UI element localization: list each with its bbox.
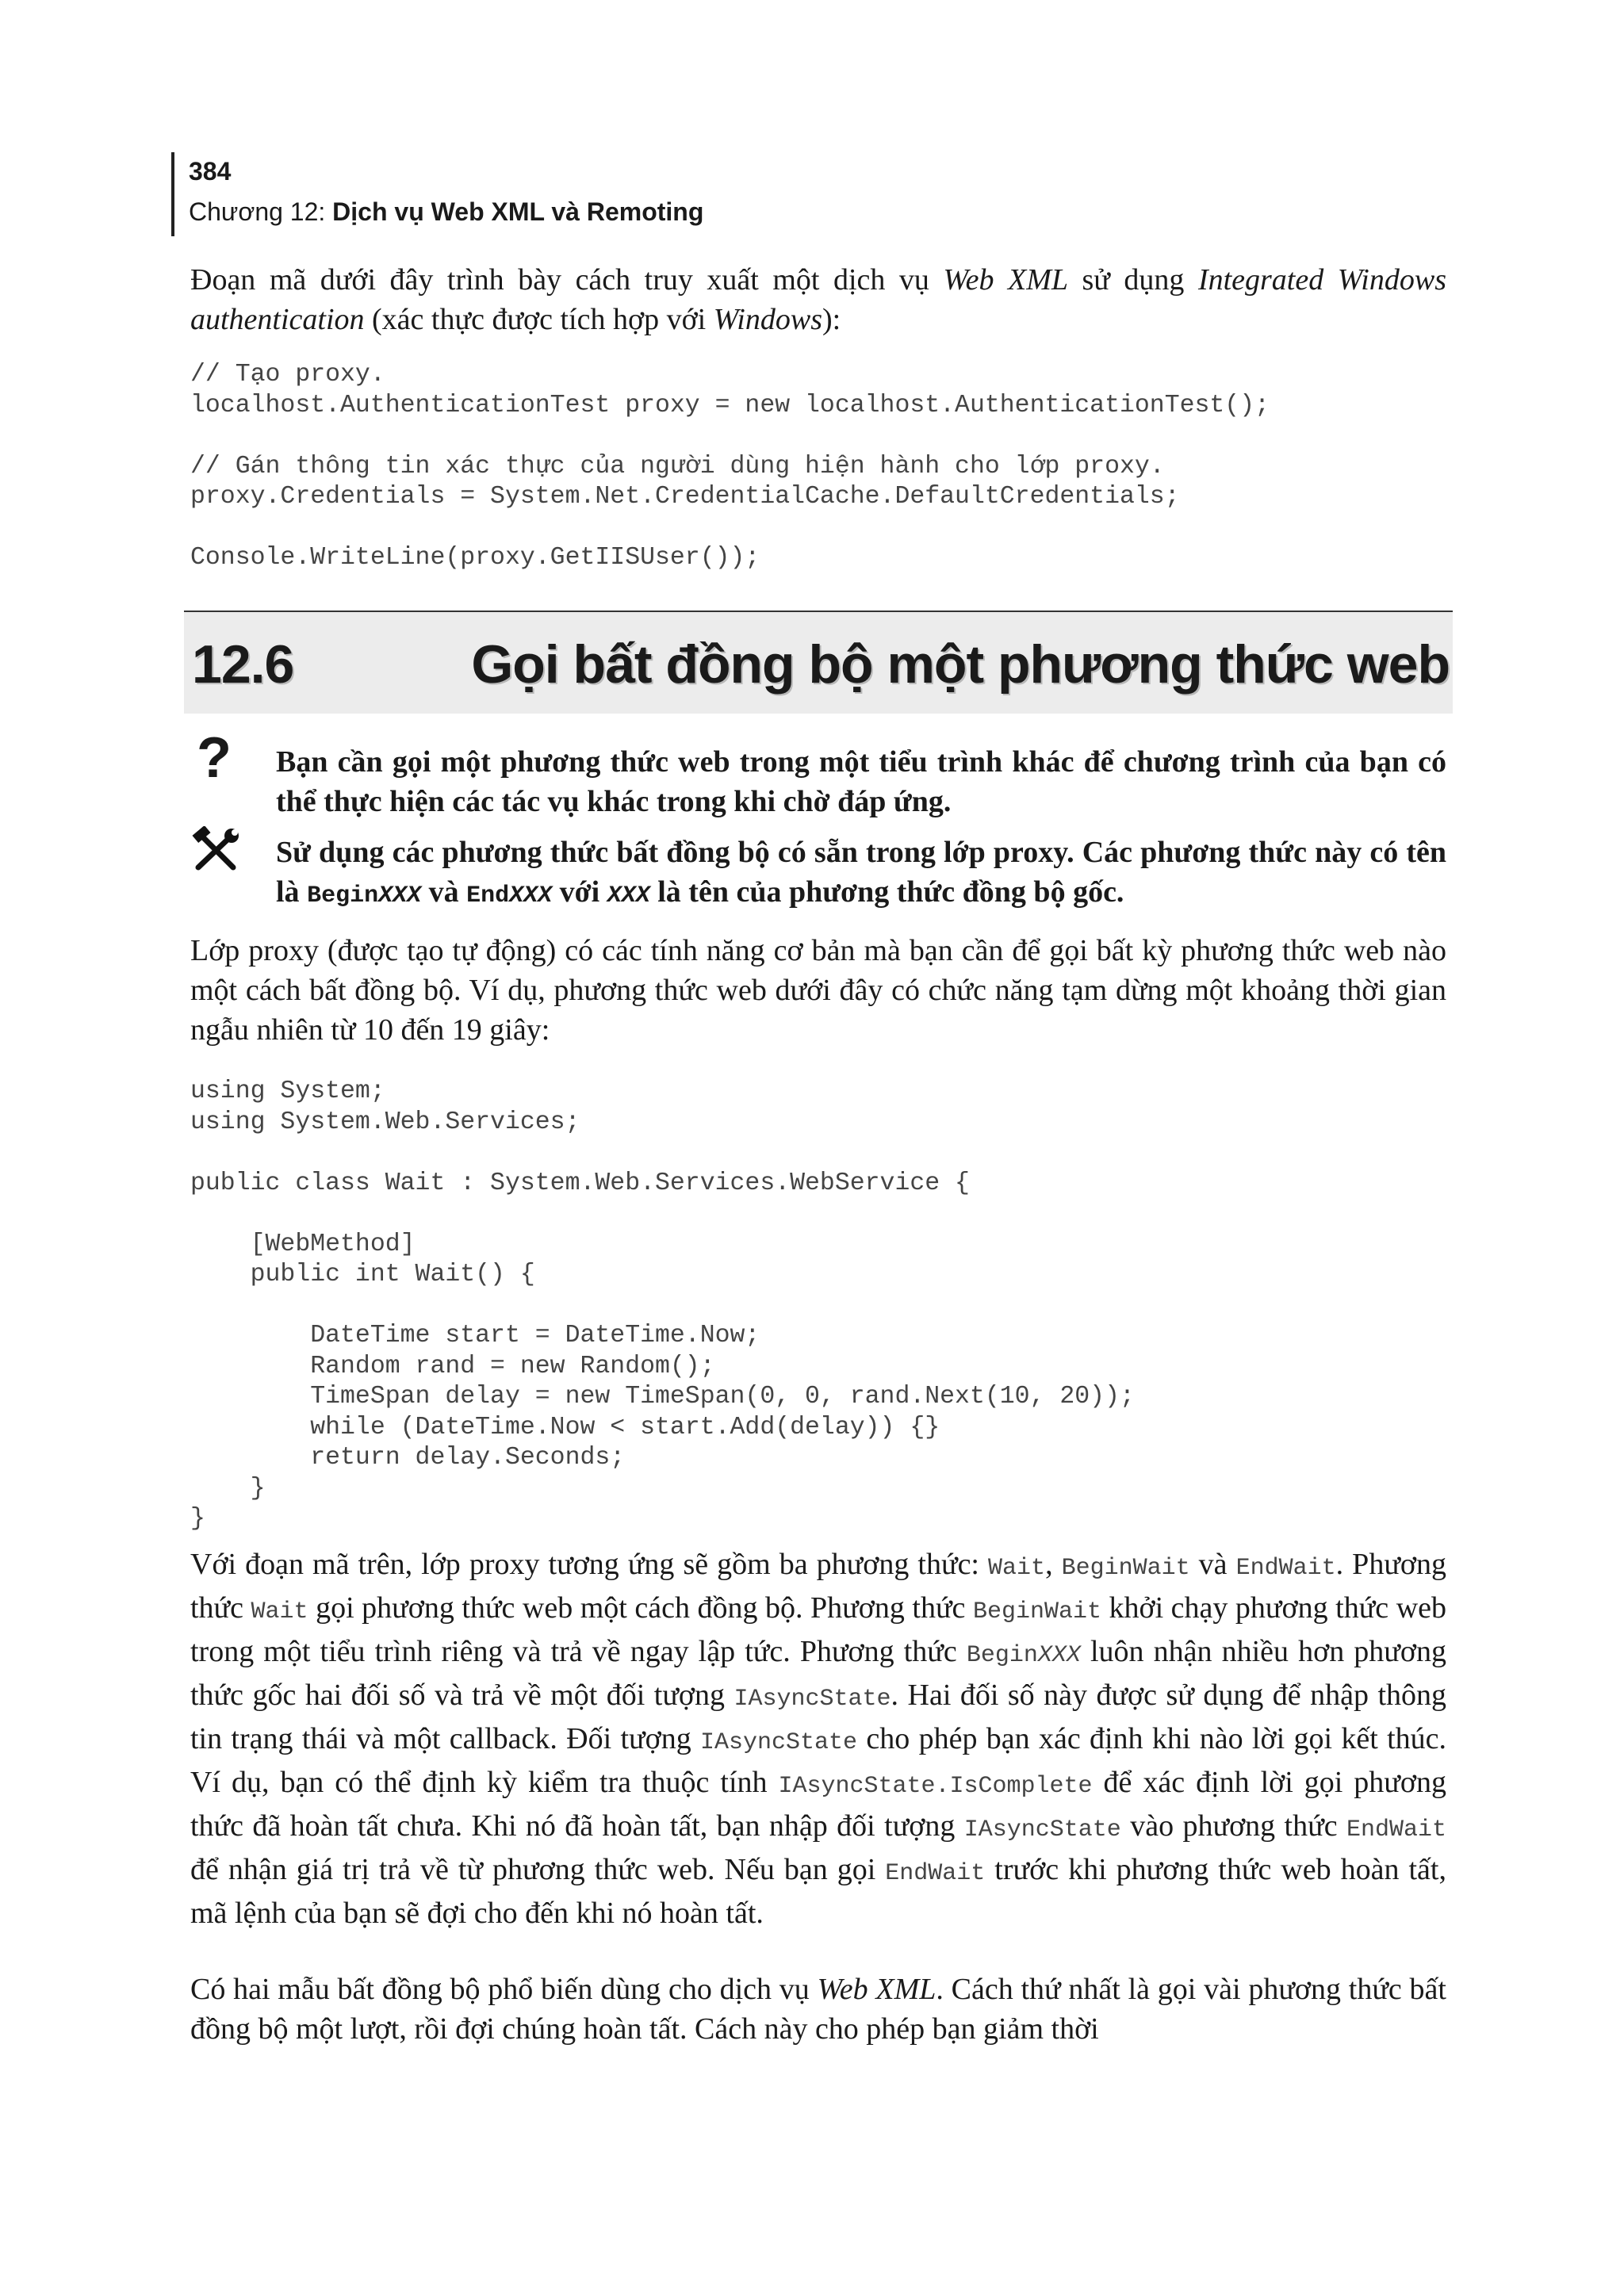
solution-statement: Sử dụng các phương thức bất đồng bộ có sẵn trong lớp proxy. Các phương thức này có tên là BeginXXX và EndXXX với XXX là tên của phương thức đồng bộ gốc. xyxy=(276,836,1446,909)
code-block-authentication: // Tạo proxy. localhost.AuthenticationTest proxy = new localhost.AuthenticationTest(); // Gán thông tin xác thực của người dùng hiện hành cho lớp proxy. proxy.Credentials = System.Net.CredentialCache.DefaultCredentials; Console.WriteLine(proxy.GetIISUser()); xyxy=(190,361,1270,572)
section-number: 12.6 xyxy=(192,634,294,695)
intro-paragraph: Đoạn mã dưới đây trình bày cách truy xuất một dịch vụ Web XML sử dụng Integrated Windows authentication (xác thực được tích hợp với Windows): xyxy=(190,263,1446,336)
body-paragraph-async-patterns: Có hai mẫu bất đồng bộ phổ biến dùng cho dịch vụ Web XML. Cách thứ nhất là gọi vài phương thức bất đồng bộ một lượt, rồi đợi chúng hoàn tất. Cách này cho phép bạn giảm thời xyxy=(190,1973,1446,2046)
header-divider xyxy=(171,152,174,236)
page-number: 384 xyxy=(189,157,232,186)
body-paragraph-async-methods: Với đoạn mã trên, lớp proxy tương ứng sẽ gồm ba phương thức: Wait, BeginWait và EndWait. Phương thức Wait gọi phương thức web một cách đồng bộ. Phương thức BeginWait khởi chạy phương thức web trong một tiểu trình riêng và trả về ngay lập tức. Phương thức BeginXXX luôn nhận nhiều hơn phương thức gốc hai đối số và trả về một đối tượng IAsyncState. Hai đối số này được sử dụng để nhập thông tin trạng thái và một callback. Đối tượng IAsyncState cho phép bạn xác định khi nào lời gọi kết thúc. Ví dụ, bạn có thể định kỳ kiểm tra thuộc tính IAsyncState.IsComplete để xác định lời gọi phương thức đã hoàn tất chưa. Khi nó đã hoàn tất, bạn nhập đối tượng IAsyncState vào phương thức EndWait để nhận giá trị trả về từ phương thức web. Nếu bạn gọi EndWait trước khi phương thức web hoàn tất, mã lệnh của bạn sẽ đợi cho đến khi nó hoàn tất. xyxy=(190,1548,1447,1930)
body-paragraph-proxy: Lớp proxy (được tạo tự động) có các tính năng cơ bản mà bạn cần để gọi bất kỳ phương thức web nào một cách bất đồng bộ. Ví dụ, phương thức web dưới đây có chức năng tạm dừng một khoảng thời gian ngẫu nhiên từ 10 đến 19 giây: xyxy=(190,934,1446,1047)
chapter-header: Chương 12: Dịch vụ Web XML và Remoting xyxy=(189,197,704,226)
code-block-wait-service: using System; using System.Web.Services; public class Wait : System.Web.Services.WebService { [WebMethod] public int Wait() { DateTime start = DateTime.Now; Random rand = new Random(); TimeSpan delay = new TimeSpan(0, 0, rand.Next(10, 20)); while (DateTime.Now < start.Add(delay)) {} return delay.Seconds; } } xyxy=(190,1078,1135,1533)
question-icon: ? xyxy=(197,726,232,790)
tools-icon xyxy=(190,826,241,874)
section-title: Gọi bất đồng bộ một phương thức web xyxy=(471,634,1450,695)
problem-statement: Bạn cần gọi một phương thức web trong một tiểu trình khác để chương trình của bạn có thể thực hiện các tác vụ khác trong khi chờ đáp ứng. xyxy=(276,745,1446,818)
section-heading xyxy=(184,612,1453,714)
